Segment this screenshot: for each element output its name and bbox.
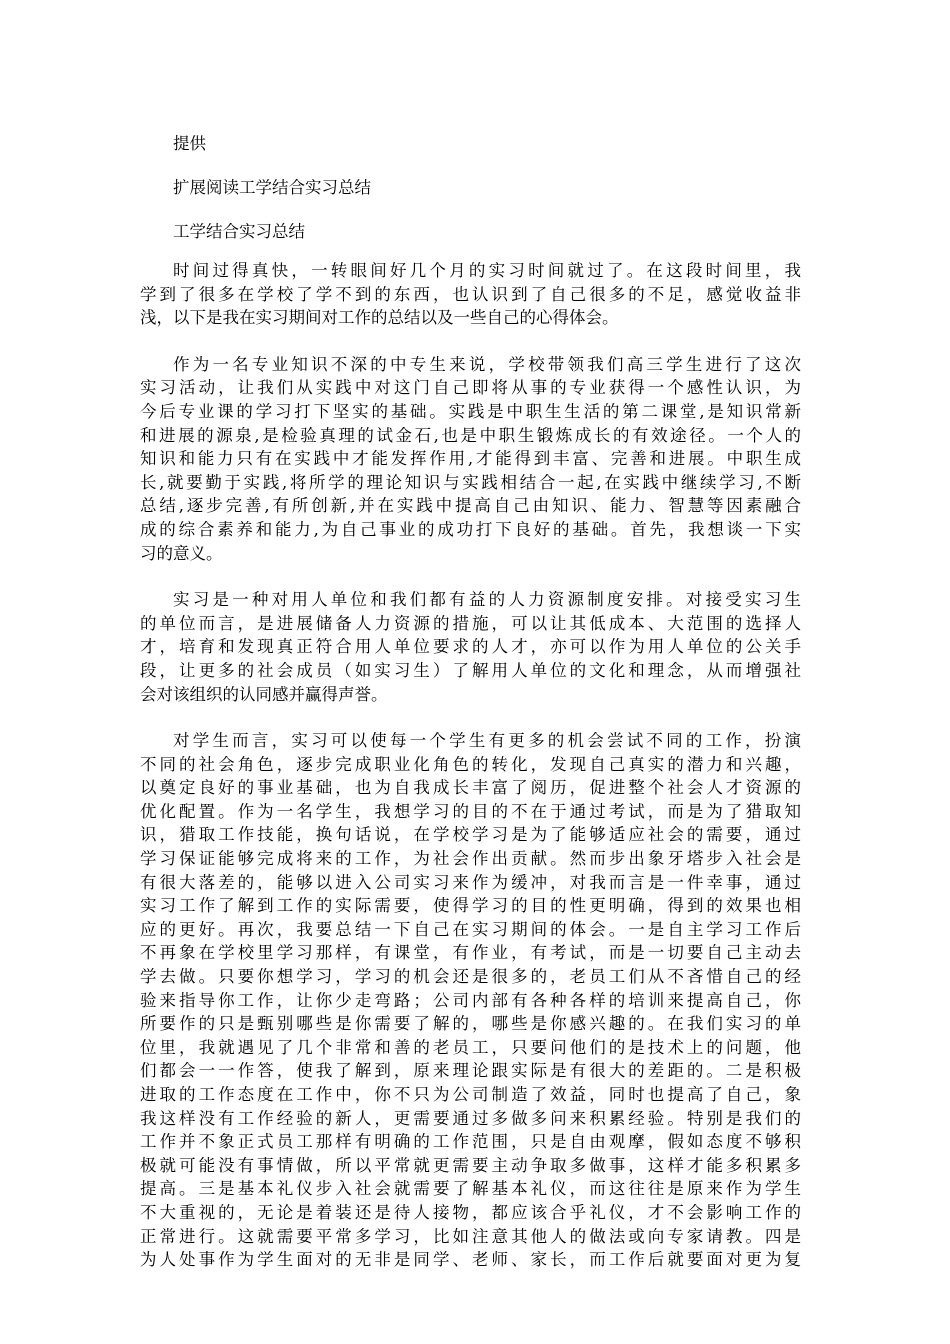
heading-extended-reading: 扩展阅读工学结合实习总结 <box>173 178 371 197</box>
paragraph-line: 实习工作了解到工作的实际需要，使得学习的目的性更明确，得到的效果也相 <box>140 896 801 916</box>
paragraph-line: 成的综合素养和能力,为自己事业的成功打下良好的基础。首先，我想谈一下实 <box>140 519 801 539</box>
paragraph-line: 实习是一种对用人单位和我们都有益的人力资源制度安排。对接受实习生 <box>173 590 801 610</box>
paragraph-line: 识，猎取工作技能，换句话说，在学校学习是为了能够适应社会的需要，通过 <box>140 825 801 845</box>
paragraph-line: 验来指导你工作，让你少走弯路；公司内部有各种各样的培训来提高自己，你 <box>140 990 801 1010</box>
paragraph-line: 极就可能没有事情做，所以平常就更需要主动争取多做事，这样才能多积累多 <box>140 1155 801 1175</box>
paragraph-line: 为人处事作为学生面对的无非是同学、老师、家长，而工作后就要面对更为复 <box>140 1250 801 1270</box>
paragraph-line: 的单位而言，是进展储备人力资源的措施，可以让其低成本、大范围的选择人 <box>140 613 801 633</box>
paragraph-line: 今后专业课的学习打下坚实的基础。实践是中职生生活的第二课堂,是知识常新 <box>140 401 801 421</box>
paragraph-4 <box>140 729 801 1272</box>
paragraph-line: 学到了很多在学校了学不到的东西，也认识到了自己很多的不足，感觉收益非 <box>140 284 801 304</box>
paragraph-line: 有很大落差的，能够以进入公司实习来作为缓冲，对我而言是一件幸事，通过 <box>140 872 801 892</box>
paragraph-line: 才，培育和发现真正符合用人单位要求的人才，亦可以作为用人单位的公关手 <box>140 637 801 657</box>
paragraph-line: 我这样没有工作经验的新人，更需要通过多做多问来积累经验。特别是我们的 <box>140 1108 801 1128</box>
paragraph-line: 长,就要勤于实践,将所学的理论知识与实践相结合一起,在实践中继续学习,不断 <box>140 472 801 492</box>
paragraph-line: 正常进行。这就需要平常多学习，比如注意其他人的做法或向专家请教。四是 <box>140 1226 801 1246</box>
paragraph-line: 和进展的源泉,是检验真理的试金石,也是中职生锻炼成长的有效途径。一个人的 <box>140 425 801 445</box>
paragraph-line: 知识和能力只有在实践中才能发挥作用,才能得到丰富、完善和进展。中职生成 <box>140 449 801 469</box>
paragraph-line: 时间过得真快，一转眼间好几个月的实习时间就过了。在这段时间里，我 <box>173 261 801 280</box>
paragraph-line: 所要作的只是甄别哪些是你需要了解的，哪些是你感兴趣的。在我们实习的单 <box>140 1014 801 1034</box>
paragraph-line: 们都会一一作答，使我了解到，原来理论跟实际是有很大的差距的。二是积极 <box>140 1061 801 1081</box>
paragraph-line: 浅，以下是我在实习期间对工作的总结以及一些自己的心得体会。 <box>140 308 619 328</box>
paragraph-line: 位里，我就遇见了几个非常和善的老员工，只要问他们的是技术上的问题，他 <box>140 1037 801 1057</box>
paragraph-3 <box>140 588 801 706</box>
paragraph-line: 不再象在学校里学习那样，有课堂，有作业，有考试，而是一切要自己主动去 <box>140 943 801 963</box>
paragraph-line: 会对该组织的认同感并赢得声誉。 <box>140 684 388 704</box>
paragraph-line: 提高。三是基本礼仪步入社会就需要了解基本礼仪，而这往往是原来作为学生 <box>140 1179 801 1199</box>
paragraph-line: 不同的社会角色，逐步完成职业化角色的转化，发现自己真实的潜力和兴趣， <box>140 754 801 774</box>
paragraph-line: 优化配置。作为一名学生，我想学习的目的不在于通过考试，而是为了猎取知 <box>140 801 801 821</box>
document-title: 工学结合实习总结 <box>173 222 305 241</box>
heading-provide: 提供 <box>173 134 206 153</box>
paragraph-line: 段，让更多的社会成员（如实习生）了解用人单位的文化和理念，从而增强社 <box>140 660 801 680</box>
paragraph-2 <box>140 353 801 565</box>
paragraph-line: 总结,逐步完善,有所创新,并在实践中提高自己由知识、能力、智慧等因素融合 <box>140 496 801 516</box>
paragraph-line: 学去做。只要你想学习，学习的机会还是很多的，老员工们从不吝惜自己的经 <box>140 967 801 987</box>
paragraph-line: 应的更好。再次，我要总结一下自己在实习期间的体会。一是自主学习工作后 <box>140 919 801 939</box>
paragraph-line: 工作并不象正式员工那样有明确的工作范围，只是自由观摩，假如态度不够积 <box>140 1132 801 1152</box>
paragraph-line: 学习保证能够完成将来的工作，为社会作出贡献。然而步出象牙塔步入社会是 <box>140 849 801 869</box>
paragraph-line: 以奠定良好的事业基础，也为自我成长丰富了阅历，促进整个社会人才资源的 <box>140 778 801 798</box>
document-body <box>140 131 801 1272</box>
paragraph-line: 作为一名专业知识不深的中专生来说，学校带领我们高三学生进行了这次 <box>173 354 801 374</box>
paragraph-line: 不大重视的，无论是着装还是待人接物，都应该合乎礼仪，才不会影响工作的 <box>140 1202 801 1222</box>
paragraph-line: 习的意义。 <box>140 543 223 563</box>
paragraph-1 <box>140 259 801 330</box>
paragraph-line: 对学生而言，实习可以使每一个学生有更多的机会尝试不同的工作，扮演 <box>173 731 801 751</box>
paragraph-line: 实习活动，让我们从实践中对这门自己即将从事的专业获得一个感性认识，为 <box>140 378 801 398</box>
paragraph-line: 进取的工作态度在工作中，你不只为公司制造了效益，同时也提高了自己，象 <box>140 1085 801 1104</box>
